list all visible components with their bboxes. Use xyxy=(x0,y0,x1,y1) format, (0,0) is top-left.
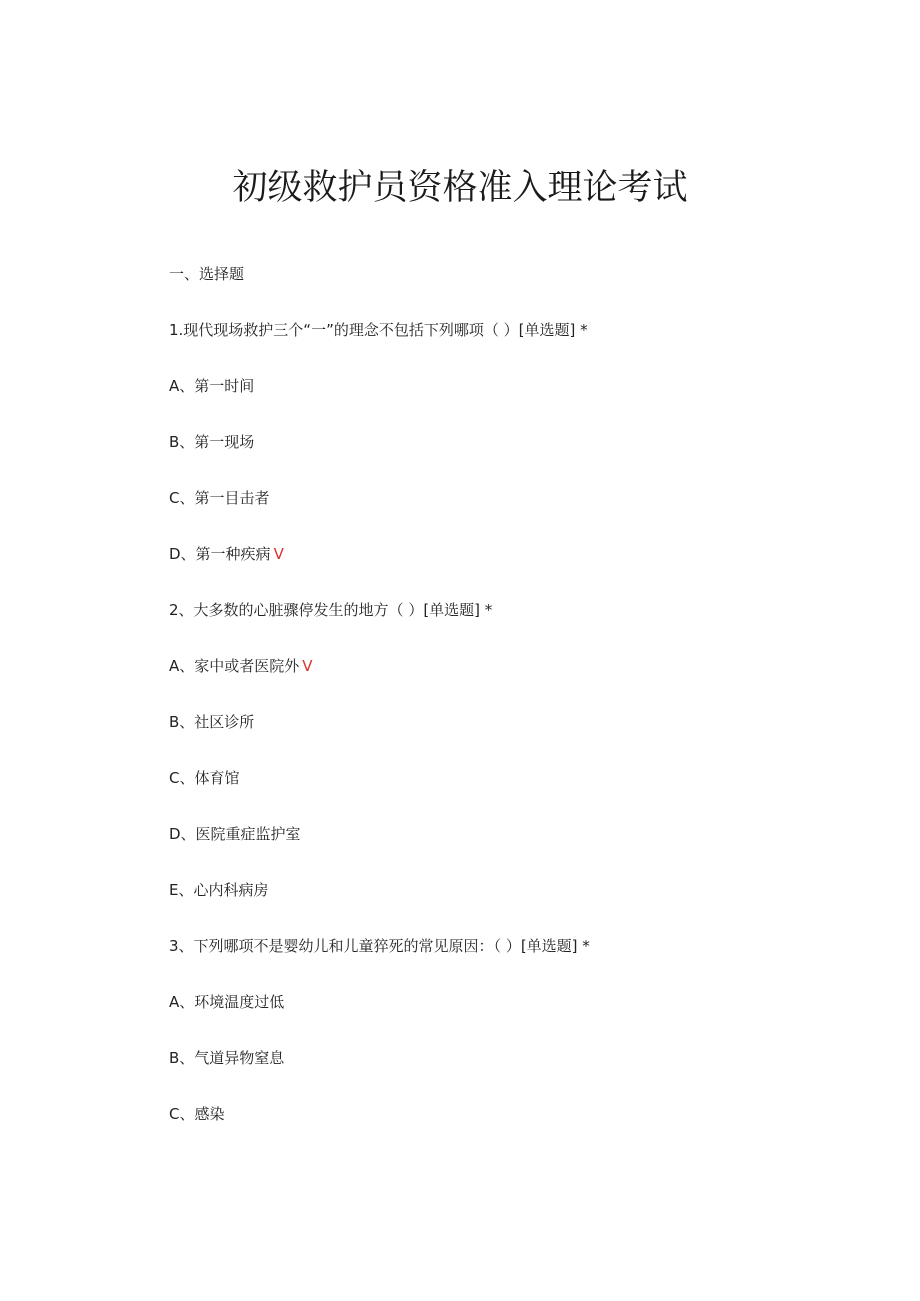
q3-option-c: C、感染 xyxy=(169,1105,225,1123)
q2-option-b: B、社区诊所 xyxy=(169,713,255,731)
section-heading: 一、选择题 xyxy=(169,265,245,283)
q3-option-b: B、气道异物窒息 xyxy=(169,1049,285,1067)
correct-answer-mark: V xyxy=(273,545,284,563)
question-2: 2、大多数的心脏骤停发生的地方（ ）[单选题] * xyxy=(169,601,493,619)
q1-option-a: A、第一时间 xyxy=(169,377,255,395)
q2-option-c: C、体育馆 xyxy=(169,769,240,787)
q1-option-c: C、第一目击者 xyxy=(169,489,270,507)
question-1: 1.现代现场救护三个“一”的理念不包括下列哪项（ ）[单选题] * xyxy=(169,321,588,339)
question-3: 3、下列哪项不是婴幼儿和儿童猝死的常见原因：（ ）[单选题] * xyxy=(169,937,590,955)
question-list xyxy=(169,262,869,1158)
q1-option-b: B、第一现场 xyxy=(169,433,255,451)
q2-option-d: D、医院重症监护室 xyxy=(169,825,301,843)
q1-option-d: D、第一种疾病 V xyxy=(169,545,284,563)
q2-option-a: A、家中或者医院外 V xyxy=(169,657,313,675)
correct-answer-mark: V xyxy=(302,657,313,675)
q3-option-a: A、环境温度过低 xyxy=(169,993,285,1011)
q2-option-e: E、心内科病房 xyxy=(169,881,269,899)
document-title: 初级救护员资格准入理论考试 xyxy=(232,168,688,208)
